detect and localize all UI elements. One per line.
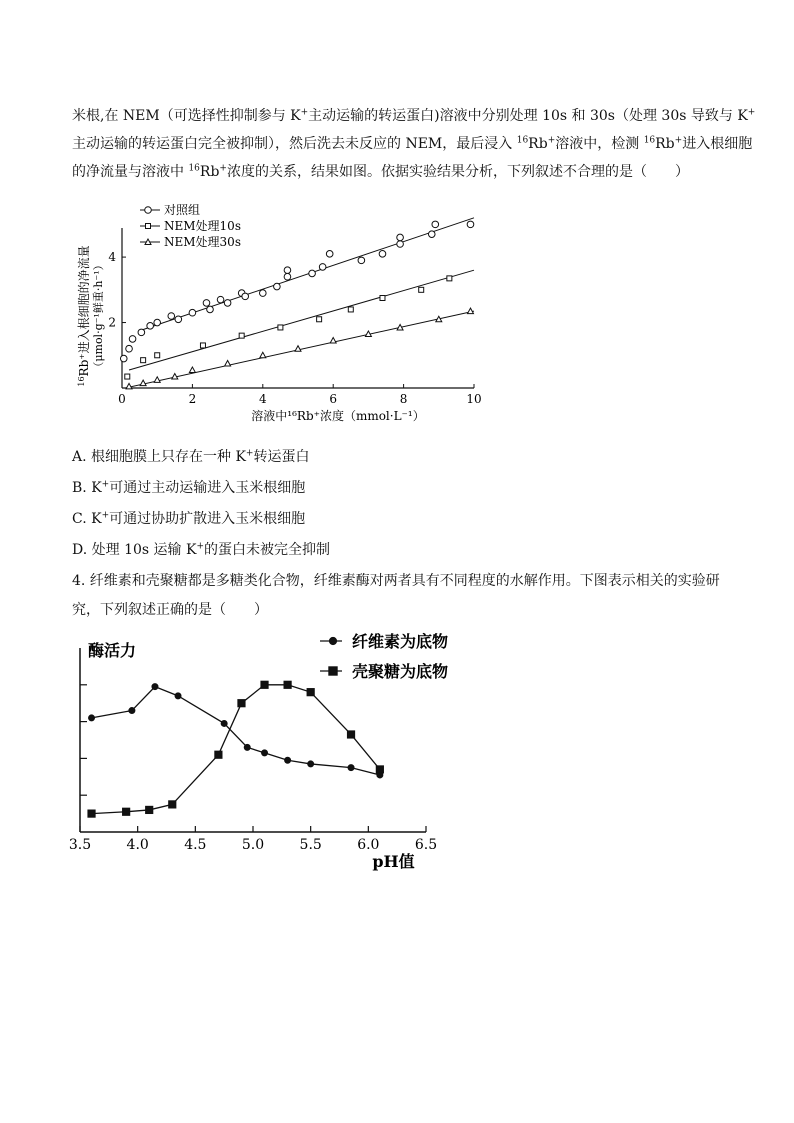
point-s2-12 [467,308,473,314]
point-s0-2 [129,336,136,343]
legend-marker-1 [146,224,151,229]
point-s0-17 [284,267,291,274]
option-a: A. 根细胞膜上只存在一种 K+转运蛋白 [72,448,310,465]
point-s1-10 [447,276,452,281]
point-s1-7 [284,681,291,688]
q4-line-1: 4. 纤维素和壳聚糖都是多糖类化合物，纤维素酶对两者具有不同程度的水解作用。下图表示相关的实验研 [72,573,720,589]
point-s1-8 [307,689,314,696]
x-tick-label: 10 [466,392,482,406]
point-s0-3 [175,693,181,699]
point-s2-4 [189,367,195,373]
point-s0-21 [326,251,333,258]
point-s2-2 [154,377,160,383]
y-axis-label: $^{16}$Rb⁺进入根细胞的净流量 [77,245,91,387]
point-s0-8 [308,761,314,767]
point-s0-15 [260,290,267,297]
point-s1-9 [419,287,424,292]
point-s0-14 [242,293,249,300]
point-s0-16 [274,283,281,290]
point-s2-8 [330,338,336,344]
point-s0-1 [126,345,133,352]
x-tick-label: 5.0 [241,837,265,853]
point-s0-0 [120,355,127,362]
legend-marker-0 [145,207,152,214]
point-s1-3 [169,801,176,808]
point-s0-26 [428,231,435,238]
point-s0-7 [285,757,291,763]
point-s1-6 [317,317,322,322]
point-s0-11 [217,296,224,303]
point-s0-23 [379,251,386,258]
point-s2-1 [140,380,146,386]
point-s0-4 [221,720,227,726]
x-tick-label: 6.0 [357,837,380,853]
point-s0-6 [168,313,175,320]
rb-uptake-chart [70,196,510,436]
point-s0-1 [129,708,135,714]
point-s1-4 [239,333,244,338]
point-s0-18 [284,273,291,280]
point-s0-9 [203,300,210,307]
point-s1-4 [215,751,222,758]
y-axis-label: 酶活力 [88,641,137,660]
point-s0-27 [432,221,439,228]
point-s2-6 [260,352,266,358]
legend-label-2: NEM处理30s [164,235,241,249]
series-line-0 [92,687,380,775]
x-tick-label: 0 [118,392,126,406]
legend-label-1: 壳聚糖为底物 [352,662,449,681]
enzyme-activity-chart [62,628,482,878]
x-axis-label: pH值 [372,852,415,871]
point-s1-2 [155,353,160,358]
point-s0-22 [358,257,365,264]
point-s0-19 [309,270,316,277]
option-d: D. 处理 10s 运输 K+的蛋白未被完全抑制 [72,541,330,558]
x-axis-label: 溶液中¹⁶Rb⁺浓度（mmol·L⁻¹） [251,409,425,423]
point-s0-0 [89,715,95,721]
point-s0-10 [207,306,214,313]
q3-line-3: 的净流量与溶液中 $^{16}$Rb+浓度的关系，结果如图。依据实验结果分析，下列叙述不合理的是（ ） [72,163,689,180]
point-s1-1 [141,358,146,363]
legend-label-0: 纤维素为底物 [352,632,449,651]
point-s1-5 [238,700,245,707]
legend-label-0: 对照组 [164,203,201,217]
point-s1-5 [278,325,283,330]
point-s1-3 [200,343,205,348]
y-tick-label: 2 [108,315,116,330]
point-s0-25 [397,234,404,241]
point-s2-7 [295,346,301,352]
point-s0-28 [467,221,474,228]
point-s2-0 [126,383,132,389]
point-s0-2 [152,684,158,690]
x-tick-label: 2 [188,392,197,406]
option-b: B. K+可通过主动运输进入玉米根细胞 [72,479,306,496]
point-s1-0 [125,374,130,379]
y-axis-unit: （μmol·g⁻¹鲜重·h⁻¹） [92,259,105,373]
point-s0-24 [397,241,404,248]
point-s0-4 [147,323,154,330]
point-s0-3 [138,329,145,336]
point-s0-8 [189,309,196,316]
point-s1-6 [261,681,268,688]
point-s0-7 [175,316,182,323]
point-s0-5 [154,319,161,326]
point-s0-12 [224,300,231,307]
x-tick-label: 5.5 [299,837,322,853]
legend-label-1: NEM处理10s [164,219,241,233]
point-s1-9 [347,731,354,738]
x-tick-label: 8 [399,392,408,406]
point-s0-5 [244,744,250,750]
x-tick-label: 6.5 [414,837,438,853]
series-line-1 [92,685,380,814]
x-tick-label: 4.5 [184,837,207,853]
q4-line-2: 究，下列叙述正确的是（ ） [72,602,268,618]
q3-line-2: 主动运输的转运蛋白完全被抑制），然后洗去未反应的 NEM，最后浸入 $^{16}$Rb+溶液中，检测 $^{16}$Rb+进入根细胞 [72,135,753,152]
q3-line-1: 米根,在 NEM（可选择性抑制参与 K+主动运输的转运蛋白)溶液中分别处理 10s 和 30s（处理 30s 导致与 K+ [72,107,756,124]
y-axis-label-group [76,245,105,386]
point-s0-9 [348,765,354,771]
y-tick-label: 4 [108,250,116,265]
point-s1-1 [123,808,130,815]
x-tick-label: 4.0 [126,837,149,853]
point-s1-7 [348,307,353,312]
point-s1-0 [88,810,95,817]
point-s2-5 [225,360,231,366]
legend-marker-1 [329,667,337,675]
point-s0-6 [262,750,268,756]
point-s0-20 [319,264,326,271]
x-tick-label: 6 [329,392,338,406]
option-c: C. K+可通过协助扩散进入玉米根细胞 [72,510,306,527]
x-tick-label: 3.5 [68,837,92,853]
x-tick-label: 4 [258,392,267,406]
point-s1-2 [146,806,153,813]
q3-stem [72,102,756,186]
legend-marker-0 [329,637,336,644]
point-s1-8 [380,296,385,301]
point-s1-10 [376,766,383,773]
